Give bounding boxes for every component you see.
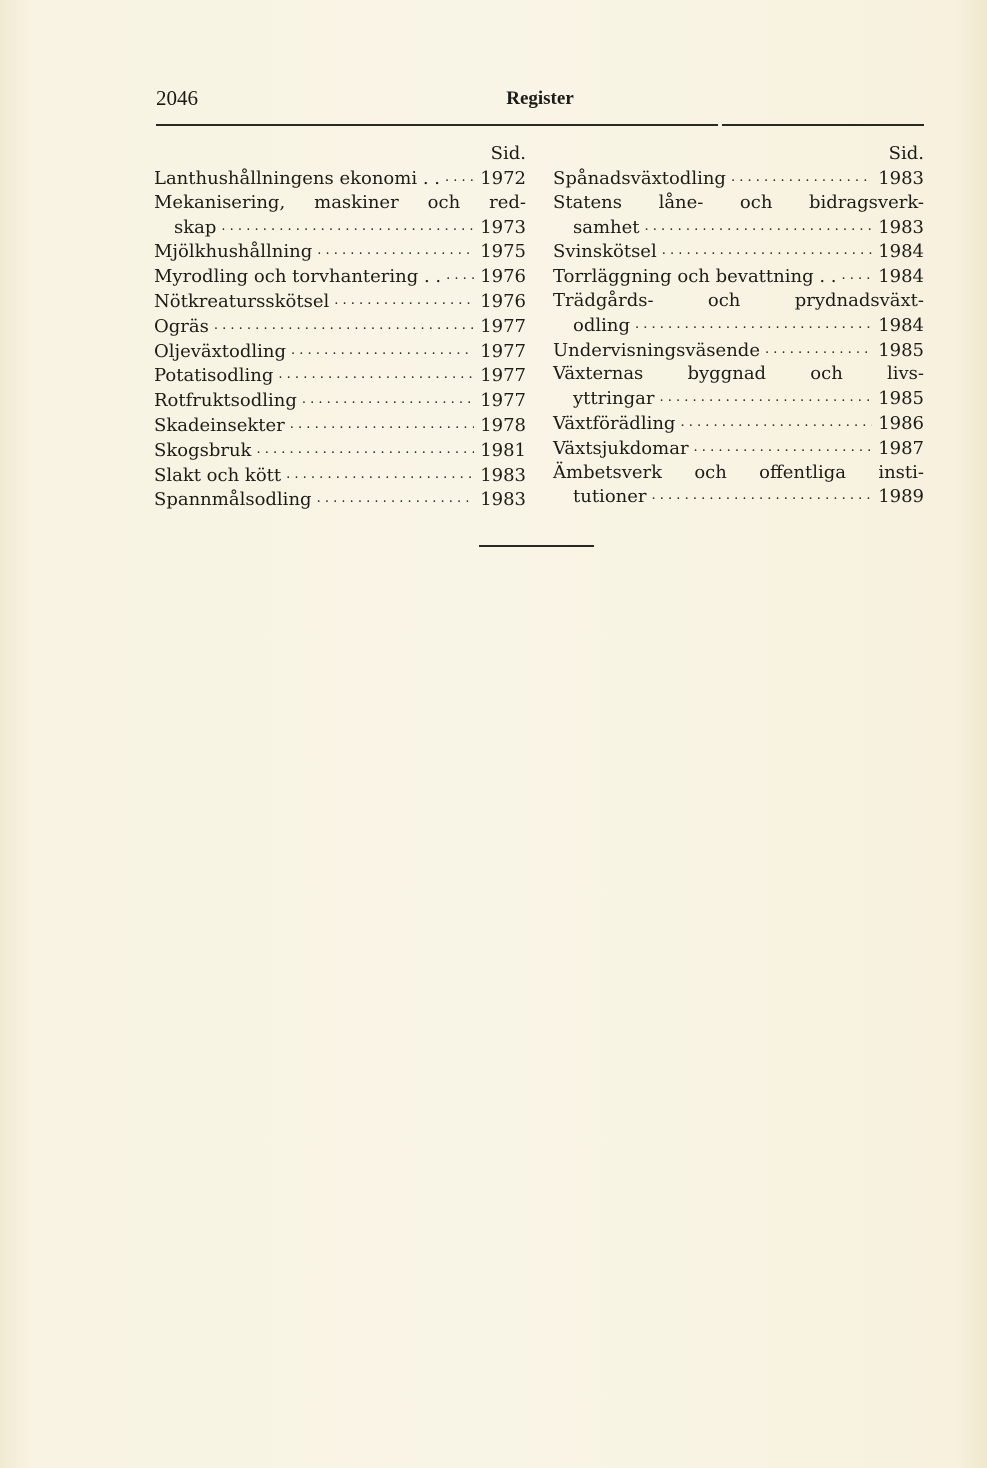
index-entry <box>553 166 924 191</box>
index-entry <box>154 166 526 191</box>
header-rule-right <box>722 124 924 126</box>
entry-list <box>553 166 924 509</box>
entry-title: tutioner <box>573 486 647 508</box>
entry-title-line <box>154 314 526 339</box>
entry-title-line <box>553 436 924 461</box>
index-entry <box>154 191 526 240</box>
dot-leader <box>214 314 474 332</box>
index-column-right <box>553 142 924 509</box>
entry-title: samhet <box>573 216 640 238</box>
index-entry <box>553 264 924 289</box>
entry-title-line <box>553 264 924 289</box>
entry-title-line <box>154 339 526 364</box>
entry-title: Växtsjukdomar <box>553 437 689 459</box>
header-rule-left <box>156 124 718 126</box>
index-entry <box>553 411 924 436</box>
entry-title-line <box>553 239 924 264</box>
page-reference: 1983 <box>480 464 526 486</box>
entry-title-line <box>553 484 924 509</box>
index-entry <box>553 338 924 363</box>
page-reference: 1983 <box>878 216 924 238</box>
dot-leader <box>680 411 872 429</box>
entry-title: odling <box>573 314 630 336</box>
page-reference: 1984 <box>878 241 924 263</box>
dot-leader <box>256 438 474 456</box>
entry-title: Myrodling och torvhantering . . <box>154 266 442 288</box>
dot-leader <box>290 413 474 431</box>
entry-title: Torrläggning och bevattning . . <box>553 266 837 288</box>
dot-leader <box>291 339 474 357</box>
page-reference: 1977 <box>480 315 526 337</box>
dot-leader <box>694 436 873 454</box>
page-reference: 1972 <box>480 168 526 189</box>
entry-title: Växtförädling <box>553 412 676 434</box>
dot-leader <box>446 264 474 282</box>
page-reference: 1985 <box>878 388 924 410</box>
entry-title: yttringar <box>573 388 655 410</box>
entry-title-line <box>154 166 526 191</box>
entry-title: Rotfruktsodling <box>154 390 297 412</box>
page-reference: 1987 <box>878 437 924 459</box>
entry-title-line <box>553 313 924 338</box>
sid-label: Sid. <box>888 143 924 164</box>
dot-leader <box>842 264 873 282</box>
entry-title-line <box>154 438 526 463</box>
index-entry <box>154 289 526 314</box>
entry-title: Nötkreatursskötsel <box>154 290 330 312</box>
entry-title: Mjölkhushållning <box>154 241 313 263</box>
entry-title-line: Mekanisering, maskiner och red- <box>154 191 526 213</box>
page-reference: 1983 <box>878 168 924 189</box>
page-reference: 1977 <box>480 390 526 412</box>
page-reference: 1984 <box>878 314 924 336</box>
dot-leader <box>286 463 474 481</box>
dot-leader <box>445 166 474 184</box>
entry-title-line: Växternas byggnad och livs- <box>553 363 924 385</box>
index-entry <box>154 487 526 512</box>
dot-leader <box>645 215 873 233</box>
index-entry <box>154 438 526 463</box>
dot-leader <box>317 239 474 257</box>
index-entry <box>154 339 526 364</box>
index-entry <box>553 436 924 461</box>
index-entry <box>553 461 924 510</box>
page-number: 2046 <box>156 86 198 110</box>
dot-leader <box>765 338 872 356</box>
page-reference: 1983 <box>480 489 526 511</box>
page-reference: 1976 <box>480 290 526 312</box>
page-reference: 1977 <box>480 340 526 362</box>
entry-title-line <box>154 239 526 264</box>
index-entry <box>154 463 526 488</box>
entry-title-line: Ämbetsverk och offentliga insti- <box>553 461 924 483</box>
entry-title-line <box>154 363 526 388</box>
entry-title: Undervisningsväsende <box>553 339 760 361</box>
entry-title: Ogräs <box>154 315 209 337</box>
entry-title-line <box>553 386 924 411</box>
entry-title-line: Statens låne- och bidragsverk- <box>553 191 924 213</box>
page-reference: 1985 <box>878 339 924 361</box>
entry-title-line <box>154 463 526 488</box>
dot-leader <box>302 388 474 406</box>
end-rule <box>479 545 594 547</box>
page-reference: 1973 <box>480 216 526 238</box>
dot-leader <box>662 239 872 257</box>
entry-title-line <box>154 388 526 413</box>
entry-title-line <box>154 264 526 289</box>
sid-label: Sid. <box>490 143 526 164</box>
index-entry <box>154 314 526 339</box>
dot-leader <box>635 313 872 331</box>
index-column-left <box>154 142 526 512</box>
entry-title-line <box>154 289 526 314</box>
entry-list <box>154 166 526 512</box>
entry-title: Spannmålsodling <box>154 489 312 511</box>
page-reference: 1981 <box>480 439 526 461</box>
entry-title: Lanthushållningens ekonomi . . <box>154 168 440 189</box>
entry-title: Skadeinsekter <box>154 414 285 436</box>
dot-leader <box>652 484 873 502</box>
index-entry <box>553 239 924 264</box>
entry-title: Oljeväxtodling <box>154 340 287 362</box>
entry-title-line <box>553 411 924 436</box>
entry-title: Svinskötsel <box>553 241 657 263</box>
index-entry <box>553 289 924 338</box>
dot-leader <box>731 166 872 184</box>
dot-leader <box>317 487 475 505</box>
index-entry <box>154 388 526 413</box>
entry-title-line <box>553 166 924 191</box>
entry-title-line <box>553 338 924 363</box>
entry-title: Potatisodling <box>154 365 274 387</box>
index-entry <box>154 264 526 289</box>
entry-title: Slakt och kött <box>154 464 282 486</box>
entry-title-line <box>553 215 924 240</box>
entry-title-line: Trädgårds- och prydnadsväxt- <box>553 289 924 311</box>
entry-title-line <box>154 413 526 438</box>
page-reference: 1976 <box>480 266 526 288</box>
index-entry <box>553 191 924 240</box>
page-reference: 1975 <box>480 241 526 263</box>
dot-leader <box>659 386 872 404</box>
entry-title: Spånadsväxtodling <box>553 168 726 189</box>
page-reference: 1977 <box>480 365 526 387</box>
page-reference: 1984 <box>878 266 924 288</box>
index-entry <box>154 363 526 388</box>
index-entry <box>154 239 526 264</box>
page-reference: 1986 <box>878 412 924 434</box>
entry-title: skap <box>174 216 217 238</box>
index-entry <box>553 362 924 411</box>
dot-leader <box>278 363 474 381</box>
entry-title-line <box>154 215 526 240</box>
dot-leader <box>334 289 474 307</box>
entry-title-line <box>154 487 526 512</box>
running-title: Register <box>506 88 574 109</box>
page-reference: 1989 <box>878 486 924 508</box>
page-header <box>156 86 924 116</box>
page-reference: 1978 <box>480 414 526 436</box>
entry-title: Skogsbruk <box>154 439 252 461</box>
index-entry <box>154 413 526 438</box>
dot-leader <box>221 215 474 233</box>
